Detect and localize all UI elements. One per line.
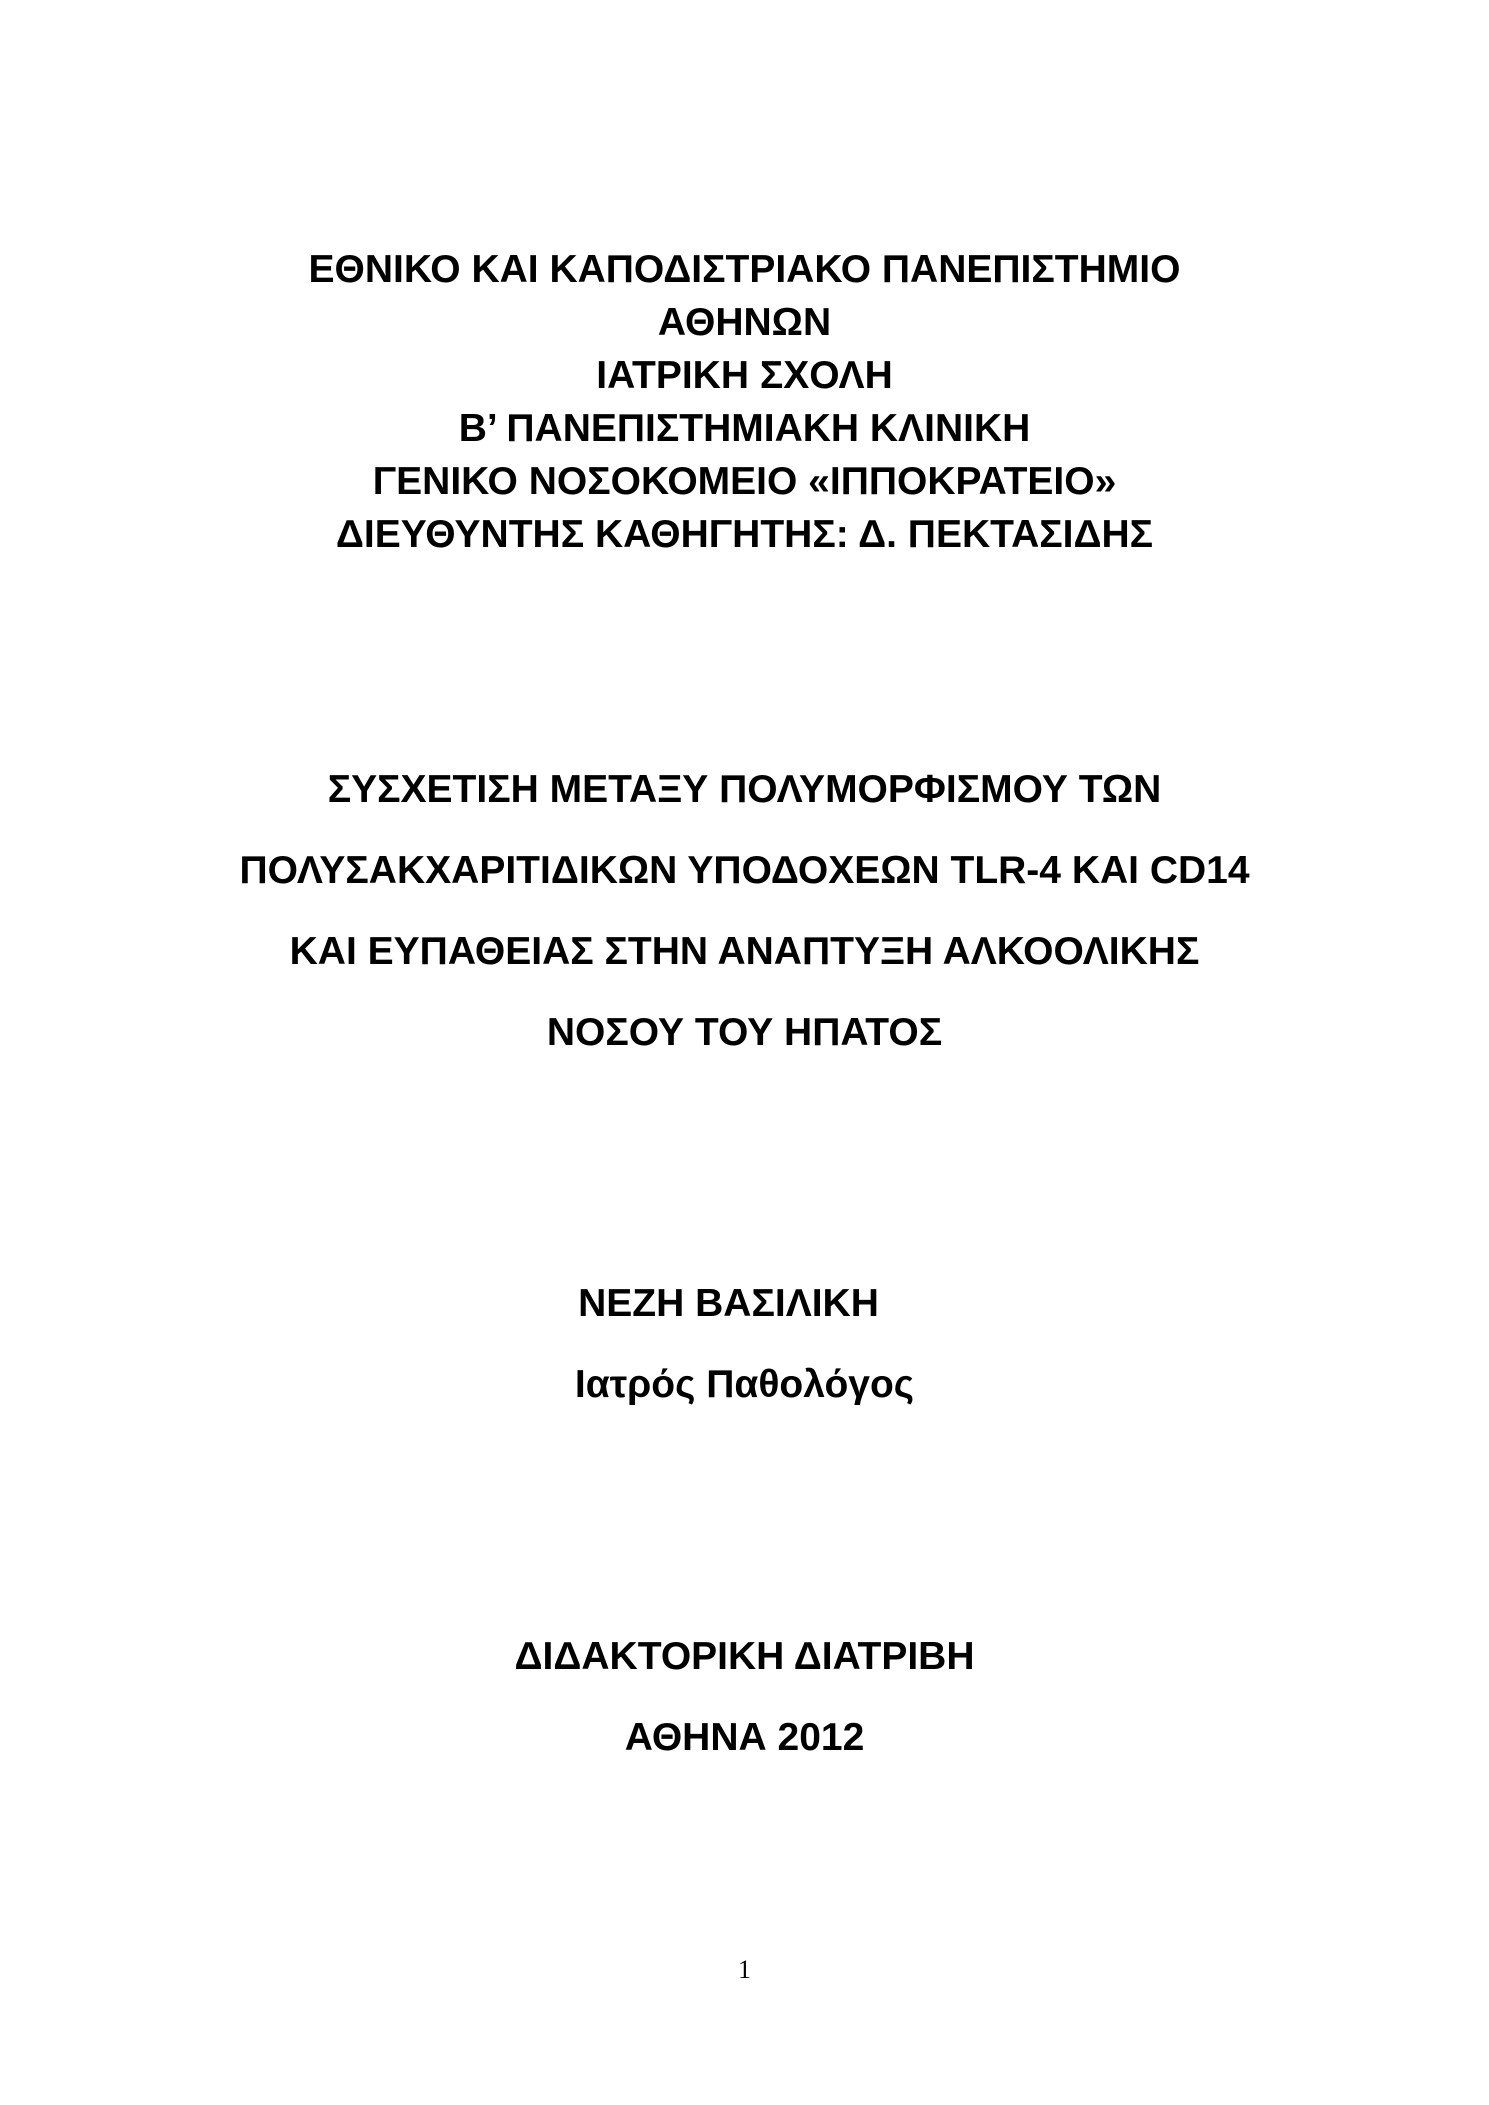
institution-director: ΔΙΕΥΘΥΝΤΗΣ ΚΑΘΗΓΗΤΗΣ: Δ. ΠΕΚΤΑΣΙΔΗΣ — [335, 513, 1154, 556]
author-name: ΝΕΖΗ ΒΑΣΙΛΙΚΗ — [578, 1282, 879, 1325]
thesis-title-line-3: ΚΑΙ ΕΥΠΑΘΕΙΑΣ ΣΤΗΝ ΑΝΑΠΤΥΞΗ ΑΛΚΟΟΛΙΚΗΣ — [289, 930, 1200, 973]
institution-city: ΑΘΗΝΩΝ — [657, 301, 832, 344]
thesis-type: ΔΙΔΑΚΤΟΡΙΚΗ ΔΙΑΤΡΙΒΗ — [514, 1635, 975, 1678]
thesis-place-year: ΑΘΗΝΑ 2012 — [624, 1716, 865, 1759]
page-number: 1 — [738, 1955, 751, 1984]
thesis-title-line-4: ΝΟΣΟΥ ΤΟΥ ΗΠΑΤΟΣ — [546, 1011, 943, 1054]
thesis-title-line-2: ΠΟΛΥΣΑΚΧΑΡΙΤΙΔΙΚΩΝ ΥΠΟΔΟΧΕΩΝ TLR-4 ΚΑΙ CD14 — [239, 849, 1250, 892]
institution-clinic: Β’ ΠΑΝΕΠΙΣΤΗΜΙΑΚΗ ΚΛΙΝΙΚΗ — [458, 407, 1031, 450]
institution-hospital: ΓΕΝΙΚΟ ΝΟΣΟΚΟΜΕΙΟ «ΙΠΠΟΚΡΑΤΕΙΟ» — [372, 460, 1117, 503]
author-role: Ιατρός Παθολόγος — [574, 1363, 915, 1406]
institution-university: ΕΘΝΙΚΟ ΚΑΙ ΚΑΠΟΔΙΣΤΡΙΑΚΟ ΠΑΝΕΠΙΣΤΗΜΙΟ — [308, 248, 1181, 291]
institution-school: ΙΑΤΡΙΚΗ ΣΧΟΛΗ — [596, 354, 893, 397]
thesis-title-line-1: ΣΥΣΧΕΤΙΣΗ ΜΕΤΑΞΥ ΠΟΛΥΜΟΡΦΙΣΜΟΥ ΤΩΝ — [327, 768, 1162, 811]
